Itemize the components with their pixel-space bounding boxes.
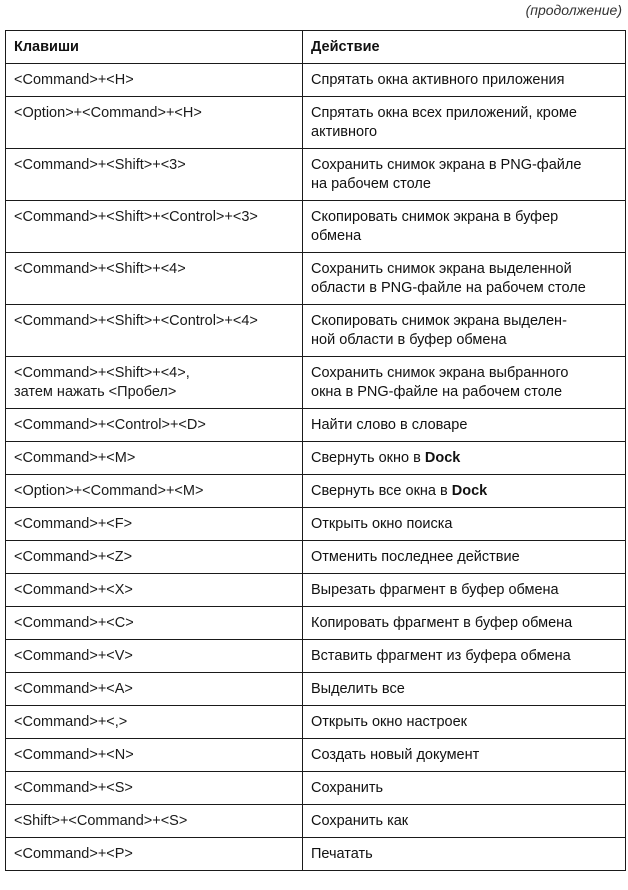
shortcut-keys-cell xyxy=(6,706,303,739)
action-text: Скопировать снимок экрана в буфер xyxy=(311,209,559,225)
table-row xyxy=(6,409,626,442)
shortcut-keys-text: <Command>+<Shift>+<Control>+<4> xyxy=(14,313,258,329)
table-row xyxy=(6,508,626,541)
action-description-cell xyxy=(303,149,626,201)
table-row xyxy=(6,442,626,475)
action-text: Открыть окно поиска xyxy=(311,516,453,532)
action-text: области в PNG-файле на рабочем столе xyxy=(311,280,586,296)
table-row xyxy=(6,673,626,706)
header-row xyxy=(6,31,626,64)
table-row xyxy=(6,357,626,409)
action-description-cell xyxy=(303,673,626,706)
action-text: активного xyxy=(311,124,378,140)
table-row xyxy=(6,475,626,508)
table-row xyxy=(6,541,626,574)
action-description-cell xyxy=(303,475,626,508)
shortcuts-table xyxy=(5,30,626,871)
shortcut-keys-cell xyxy=(6,475,303,508)
table-row xyxy=(6,805,626,838)
shortcut-keys-cell xyxy=(6,541,303,574)
shortcut-keys-cell xyxy=(6,838,303,871)
table-row xyxy=(6,574,626,607)
action-description-cell xyxy=(303,442,626,475)
shortcut-keys-text: затем нажать <Пробел> xyxy=(14,384,177,400)
action-description-cell xyxy=(303,607,626,640)
shortcut-keys-text: <Command>+<H> xyxy=(14,72,134,88)
shortcut-keys-text: <Command>+<S> xyxy=(14,780,133,796)
shortcut-keys-text: <Option>+<Command>+<H> xyxy=(14,105,202,121)
shortcut-keys-cell xyxy=(6,673,303,706)
header-keys: Клавиши xyxy=(6,31,303,64)
action-description-cell xyxy=(303,739,626,772)
shortcut-keys-cell xyxy=(6,253,303,305)
action-text: обмена xyxy=(311,228,362,244)
shortcut-keys-text: <Command>+<X> xyxy=(14,582,133,598)
action-text: Печатать xyxy=(311,846,373,862)
table-row xyxy=(6,772,626,805)
shortcut-keys-text: <Command>+<Shift>+<4> xyxy=(14,261,186,277)
action-text: Сохранить xyxy=(311,780,384,796)
action-description-cell xyxy=(303,305,626,357)
action-keyword-text: Dock xyxy=(424,450,461,466)
shortcut-keys-text: <Shift>+<Command>+<S> xyxy=(14,813,188,829)
action-text: Сохранить снимок экрана выбранного xyxy=(311,365,569,381)
action-description-cell xyxy=(303,574,626,607)
action-text: Вставить фрагмент из буфера обмена xyxy=(311,648,571,664)
table-row xyxy=(6,305,626,357)
table-body xyxy=(6,64,626,871)
table-row xyxy=(6,149,626,201)
action-text: ной области в буфер обмена xyxy=(311,332,507,348)
shortcut-keys-cell xyxy=(6,305,303,357)
table-row xyxy=(6,739,626,772)
action-description-cell xyxy=(303,409,626,442)
action-text: Вырезать фрагмент в буфер обмена xyxy=(311,582,559,598)
action-text: Сохранить как xyxy=(311,813,409,829)
shortcut-keys-cell xyxy=(6,357,303,409)
table-row xyxy=(6,838,626,871)
action-text: Скопировать снимок экрана выделен- xyxy=(311,313,567,329)
action-description-cell xyxy=(303,640,626,673)
action-text: Найти слово в словаре xyxy=(311,417,468,433)
shortcut-keys-cell xyxy=(6,574,303,607)
action-text: Отменить последнее действие xyxy=(311,549,520,565)
action-description-cell xyxy=(303,805,626,838)
shortcut-keys-text: <Command>+<Shift>+<Control>+<3> xyxy=(14,209,258,225)
table-row xyxy=(6,64,626,97)
shortcut-keys-text: <Command>+<V> xyxy=(14,648,133,664)
action-text: Копировать фрагмент в буфер обмена xyxy=(311,615,573,631)
action-description-cell xyxy=(303,541,626,574)
table-row xyxy=(6,97,626,149)
shortcut-keys-text: <Command>+<F> xyxy=(14,516,133,532)
shortcut-keys-cell xyxy=(6,409,303,442)
action-text: Свернуть окно в xyxy=(311,450,425,466)
action-description-cell xyxy=(303,838,626,871)
shortcut-keys-text: <Option>+<Command>+<M> xyxy=(14,483,204,499)
shortcut-keys-text: <Command>+<M> xyxy=(14,450,136,466)
action-text: Создать новый документ xyxy=(311,747,480,763)
action-text: Выделить все xyxy=(311,681,405,697)
action-description-cell xyxy=(303,772,626,805)
shortcut-keys-text: <Command>+<N> xyxy=(14,747,134,763)
shortcut-keys-text: <Command>+<Control>+<D> xyxy=(14,417,206,433)
action-description-cell xyxy=(303,508,626,541)
action-description-cell xyxy=(303,357,626,409)
shortcut-keys-text: <Command>+<C> xyxy=(14,615,134,631)
action-text: Открыть окно настроек xyxy=(311,714,467,730)
table-row xyxy=(6,607,626,640)
action-text: окна в PNG-файле на рабочем столе xyxy=(311,384,563,400)
action-description-cell xyxy=(303,253,626,305)
shortcut-keys-cell xyxy=(6,442,303,475)
action-text: Свернуть все окна в xyxy=(311,483,452,499)
table-row xyxy=(6,253,626,305)
shortcut-keys-text: <Command>+<Shift>+<4>, xyxy=(14,365,190,381)
action-description-cell xyxy=(303,201,626,253)
shortcut-keys-text: <Command>+<Shift>+<3> xyxy=(14,157,186,173)
header-action: Действие xyxy=(303,31,626,64)
continuation-note: (продолжение) xyxy=(525,2,622,18)
action-text: Сохранить снимок экрана в PNG-файле xyxy=(311,157,582,173)
shortcut-keys-text: <Command>+<Z> xyxy=(14,549,133,565)
shortcut-keys-cell xyxy=(6,607,303,640)
table-row xyxy=(6,706,626,739)
action-text: на рабочем столе xyxy=(311,176,431,192)
action-text: Спрятать окна активного приложения xyxy=(311,72,565,88)
table-row xyxy=(6,201,626,253)
shortcut-keys-text: <Command>+<A> xyxy=(14,681,133,697)
action-description-cell xyxy=(303,64,626,97)
shortcut-keys-cell xyxy=(6,201,303,253)
action-keyword-text: Dock xyxy=(451,483,488,499)
shortcut-keys-cell xyxy=(6,640,303,673)
action-text: Сохранить снимок экрана выделенной xyxy=(311,261,572,277)
action-text: Спрятать окна всех приложений, кроме xyxy=(311,105,577,121)
shortcut-keys-text: <Command>+<,> xyxy=(14,714,128,730)
shortcut-keys-cell xyxy=(6,739,303,772)
shortcut-keys-cell xyxy=(6,64,303,97)
shortcut-keys-cell xyxy=(6,97,303,149)
action-description-cell xyxy=(303,97,626,149)
shortcut-keys-cell xyxy=(6,805,303,838)
shortcut-keys-cell xyxy=(6,772,303,805)
shortcut-keys-cell xyxy=(6,508,303,541)
action-description-cell xyxy=(303,706,626,739)
table-row xyxy=(6,640,626,673)
shortcut-keys-cell xyxy=(6,149,303,201)
shortcut-keys-text: <Command>+<P> xyxy=(14,846,133,862)
